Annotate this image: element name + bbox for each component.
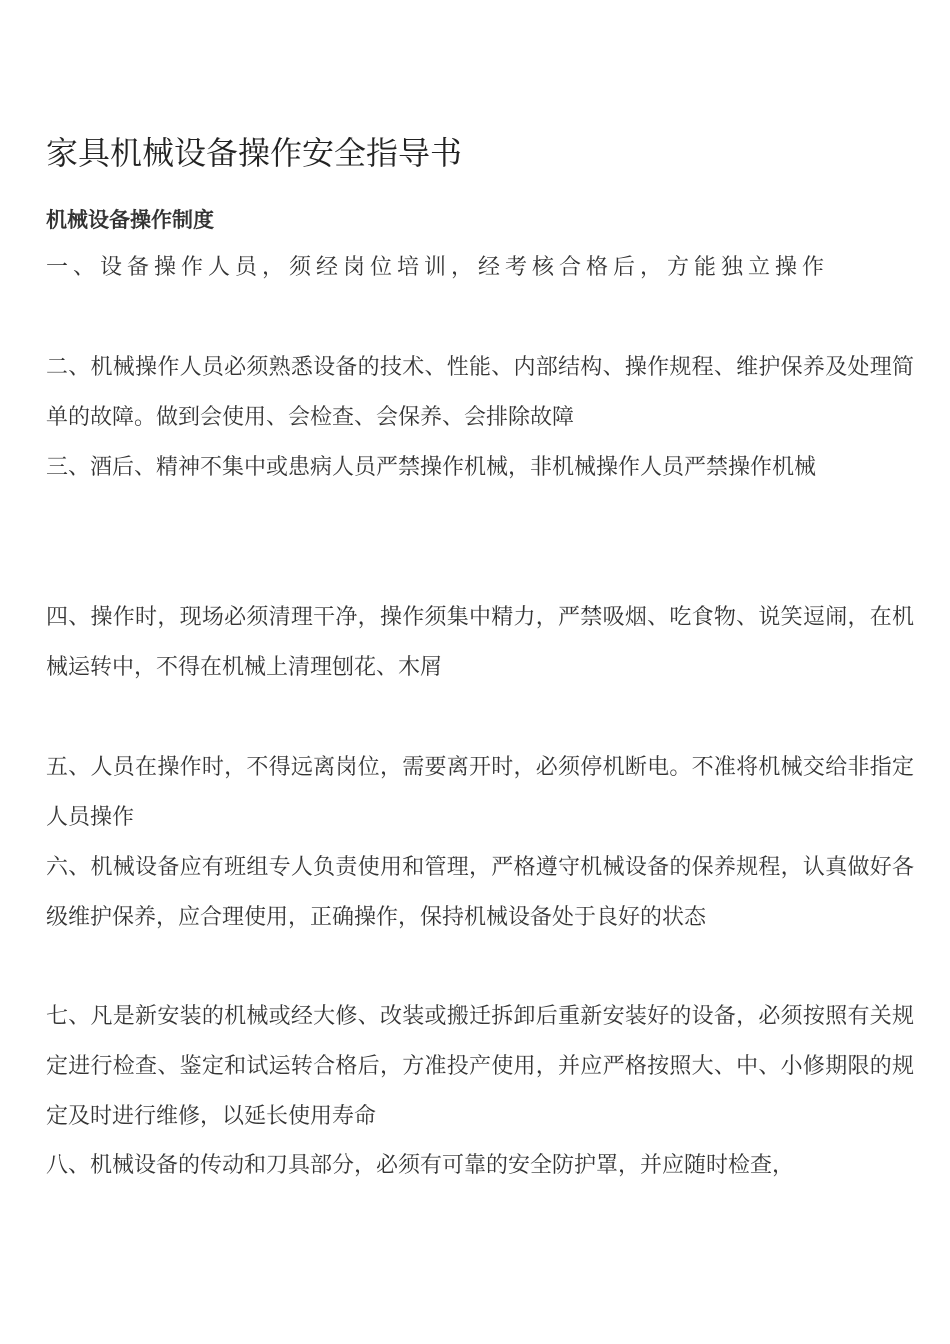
rule-paragraph-5: 五、人员在操作时，不得远离岗位，需要离开时，必须停机断电。不准将机械交给非指定人员操作 [46,755,914,830]
rule-paragraph-7: 七、凡是新安装的机械或经大修、改装或搬迁拆卸后重新安装好的设备，必须按照有关规定进行检查、鉴定和试运转合格后，方准投产使用，并应严格按照大、中、小修期限的规定及时进行维修，以延长使用寿命 [46,1004,914,1129]
section-heading: 机械设备操作制度 [46,208,214,232]
rule-paragraph-4: 四、操作时，现场必须清理干净，操作须集中精力，严禁吸烟、吃食物、说笑逗闹，在机械运转中，不得在机械上清理刨花、木屑 [46,605,914,680]
rule-paragraph-6: 六、机械设备应有班组专人负责使用和管理，严格遵守机械设备的保养规程，认真做好各级维护保养，应合理使用，正确操作，保持机械设备处于良好的状态 [46,855,914,930]
document-title: 家具机械设备操作安全指导书 [46,134,463,172]
rule-paragraph-2: 二、机械操作人员必须熟悉设备的技术、性能、内部结构、操作规程、维护保养及处理简单的故障。做到会使用、会检查、会保养、会排除故障 [46,355,914,430]
rule-paragraph-3: 三、酒后、精神不集中或患病人员严禁操作机械，非机械操作人员严禁操作机械 [46,455,817,480]
rule-paragraph-1: 一、设备操作人员，须经岗位培训，经考核合格后，方能独立操作 [46,255,830,280]
rule-paragraph-8: 八、机械设备的传动和刀具部分，必须有可靠的安全防护罩，并应随时检查， [46,1153,795,1178]
